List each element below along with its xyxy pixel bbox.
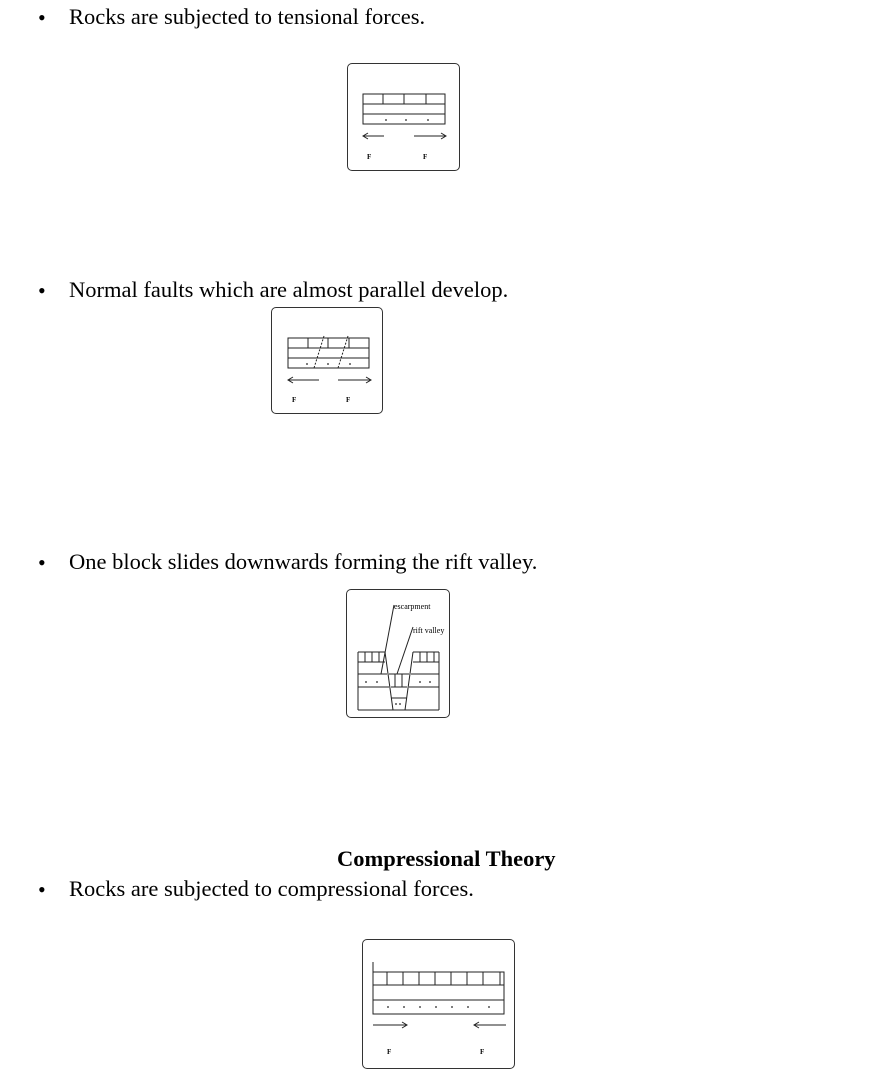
item-text-rift-valley: One block slides downwards forming the rift valley. <box>69 549 538 574</box>
compressional-forces-diagram <box>362 939 515 1069</box>
bullet: • <box>38 877 46 902</box>
section-heading: Compressional Theory <box>337 846 556 871</box>
force-label-right: F <box>346 396 351 404</box>
bullet: • <box>38 550 46 575</box>
force-label-left: F <box>292 396 297 404</box>
force-label-left: F <box>387 1048 392 1056</box>
tensional-forces-diagram <box>347 63 460 171</box>
normal-faults-diagram <box>271 307 383 414</box>
force-label-right: F <box>480 1048 485 1056</box>
item-text-tensional-forces: Rocks are subjected to tensional forces. <box>69 4 426 29</box>
rift-valley-label: rift valley <box>413 626 445 635</box>
bullet: • <box>38 5 46 30</box>
item-text-normal-faults: Normal faults which are almost parallel develop. <box>69 277 509 302</box>
bullet: • <box>38 278 46 303</box>
force-label-left: F <box>367 153 372 161</box>
rift-valley-diagram <box>346 589 450 718</box>
item-text-compressional-forces: Rocks are subjected to compressional forces. <box>69 876 474 901</box>
force-label-right: F <box>423 153 428 161</box>
escarpment-label: escarpment <box>394 602 431 611</box>
